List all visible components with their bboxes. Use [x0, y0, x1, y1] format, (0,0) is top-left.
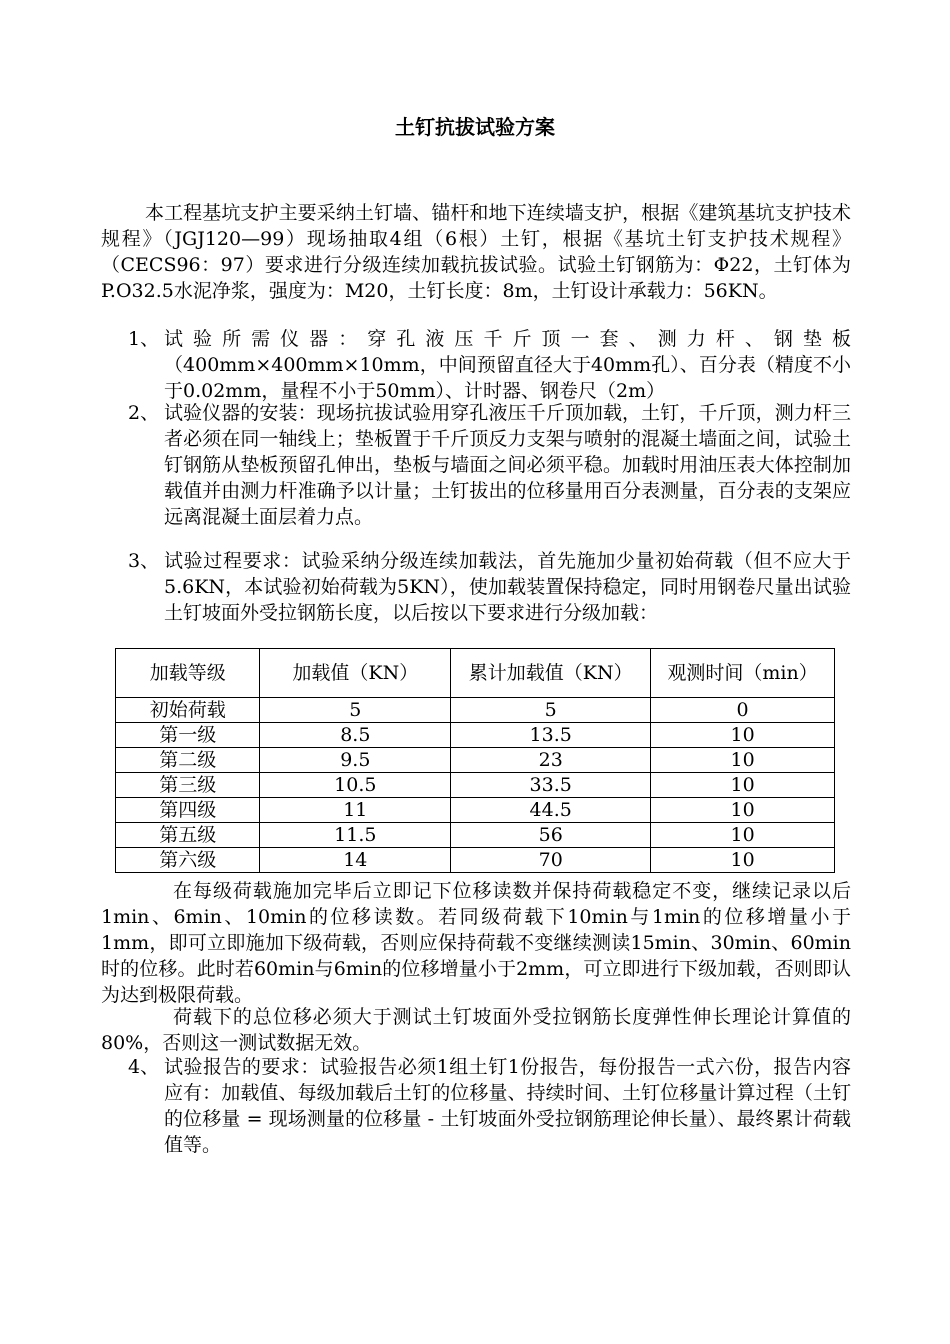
list-item-3	[128, 548, 851, 626]
table-row	[116, 848, 835, 873]
table-header-cell: 累计加载值（KN）	[451, 649, 651, 698]
table-cell: 第三级	[116, 773, 260, 798]
table-cell: 13.5	[451, 723, 651, 748]
table-cell: 10	[651, 823, 835, 848]
table-cell: 初始荷载	[116, 698, 260, 723]
table-cell: 56	[451, 823, 651, 848]
list-item-2	[128, 400, 851, 530]
table-header-cell: 加载值（KN）	[260, 649, 451, 698]
table-cell: 44.5	[451, 798, 651, 823]
table-cell: 第一级	[116, 723, 260, 748]
list-item-1	[128, 326, 851, 404]
validity-paragraph: 荷载下的总位移必须大于测试土钉坡面外受拉钢筋长度弹性伸长理论计算值的80%，否则这一测试数据无效。	[101, 1006, 851, 1054]
list-item-4	[128, 1054, 851, 1158]
table-cell: 0	[651, 698, 835, 723]
table-header-cell: 加载等级	[116, 649, 260, 698]
table-cell: 第四级	[116, 798, 260, 823]
table-row	[116, 773, 835, 798]
list-item-number: 4、	[128, 1056, 160, 1078]
intro-paragraph: 本工程基坑支护主要采纳土钉墙、锚杆和地下连续墙支护，根据《建筑基坑支护技术规程》（JGJ120—99）现场抽取4组（6根）土钉，根据《基坑土钉支护技术规程》（CECS96：97）要求进行分级连续加载抗拔试验。试验土钉钢筋为：Φ22，土钉体为P.O32.5水泥净浆，强度为：M20，土钉长度：8m，土钉设计承载力：56KN。	[101, 202, 851, 302]
table-cell: 第六级	[116, 848, 260, 873]
list-item-text: 试验过程要求：试验采纳分级连续加载法，首先施加少量初始荷载（但不应大于5.6KN，本试验初始荷载为5KN），使加载装置保持稳定，同时用钢卷尺量出试验土钉坡面外受拉钢筋长度，以后按以下要求进行分级加载：	[164, 550, 851, 624]
list-item-text: 试验所需仪器：穿孔液压千斤顶一套、测力杆、钢垫板（400mm×400mm×10mm，中间预留直径大于40mm孔）、百分表（精度不小于0.02mm，量程不小于50mm）、计时器、钢卷尺（2m）	[164, 328, 851, 402]
table-header-cell: 观测时间（min）	[651, 649, 835, 698]
table-cell: 第五级	[116, 823, 260, 848]
list-item-number: 2、	[128, 402, 160, 424]
table-cell: 10	[651, 848, 835, 873]
list-item-text: 试验仪器的安装：现场抗拔试验用穿孔液压千斤顶加载，土钉，千斤顶，测力杆三者必须在同一轴线上；垫板置于千斤顶反力支架与喷射的混凝土墙面之间，试验土钉钢筋从垫板预留孔伸出，垫板与墙面之间必须平稳。加载时用油压表大体控制加载值并由测力杆准确予以计量；土钉拔出的位移量用百分表测量，百分表的支架应远离混凝土面层着力点。	[164, 402, 851, 528]
table-cell: 10	[651, 798, 835, 823]
table-cell: 10	[651, 723, 835, 748]
list-item-number: 3、	[128, 550, 160, 572]
table-cell: 70	[451, 848, 651, 873]
table-header-row	[116, 649, 835, 698]
table-cell: 10.5	[260, 773, 451, 798]
table-cell: 10	[651, 773, 835, 798]
table-cell: 23	[451, 748, 651, 773]
table-row	[116, 698, 835, 723]
table-cell: 11.5	[260, 823, 451, 848]
table-cell: 33.5	[451, 773, 651, 798]
table-cell: 10	[651, 748, 835, 773]
table-cell: 14	[260, 848, 451, 873]
post-table-paragraph: 在每级荷载施加完毕后立即记下位移读数并保持荷载稳定不变，继续记录以后1min、6min、10min的位移读数。若同级荷载下10min与1min的位移增量小于1mm，即可立即施加下级荷载，否则应保持荷载不变继续测读15min、30min、60min时的位移。此时若60min与6min的位移增量小于2mm，可立即进行下级加载，否则即认为达到极限荷载。	[101, 880, 851, 1006]
table-cell: 第二级	[116, 748, 260, 773]
table-cell: 5	[260, 698, 451, 723]
list-item-text: 试验报告的要求：试验报告必须1组土钉1份报告，每份报告一式六份，报告内容应有：加载值、每级加载后土钉的位移量、持续时间、土钉位移量计算过程（土钉的位移量 = 现场测量的位移量 - 土钉坡面外受拉钢筋理论伸长量）、最终累计荷载值等。	[164, 1056, 851, 1156]
table-cell: 9.5	[260, 748, 451, 773]
table-row	[116, 798, 835, 823]
table-row	[116, 723, 835, 748]
table-row	[116, 823, 835, 848]
table-row	[116, 748, 835, 773]
loading-table	[115, 648, 835, 873]
table-cell: 8.5	[260, 723, 451, 748]
document-title: 土钉抗拔试验方案	[395, 115, 555, 139]
table-cell: 11	[260, 798, 451, 823]
list-item-number: 1、	[128, 328, 160, 350]
table-cell: 5	[451, 698, 651, 723]
